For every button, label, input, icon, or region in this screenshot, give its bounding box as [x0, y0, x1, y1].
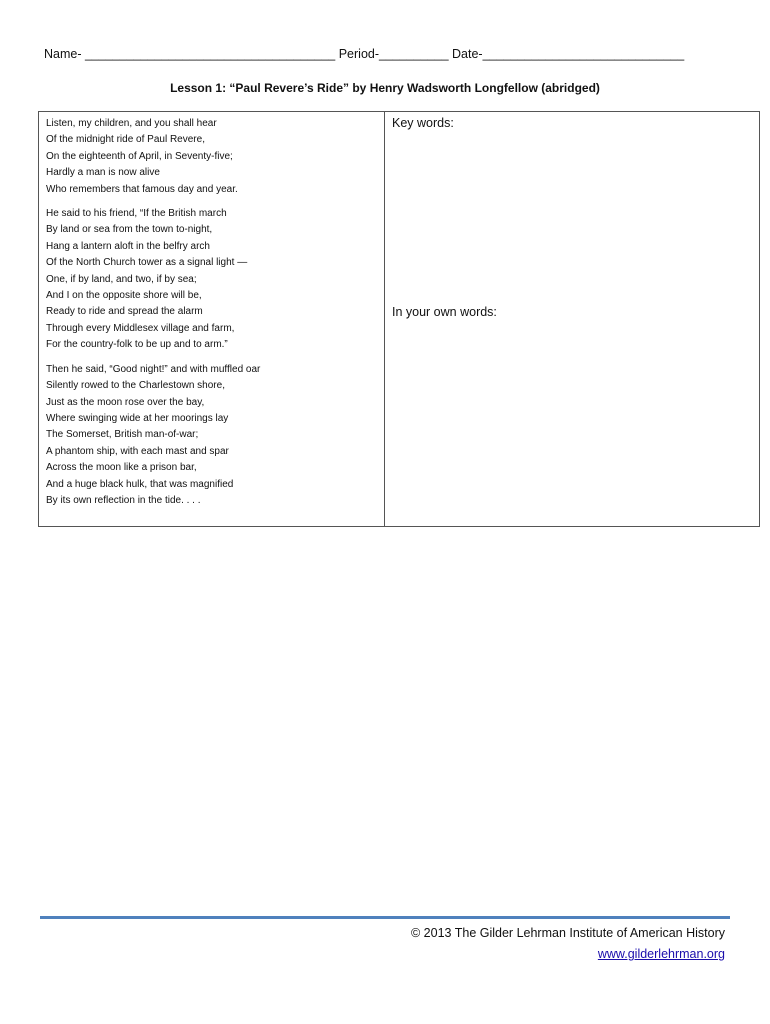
poem-line: A phantom ship, with each mast and spar	[46, 445, 229, 457]
poem-line: Then he said, “Good night!” and with muffled oar	[46, 363, 261, 375]
name-period-date-line: Name- ____________________________________ Period-__________ Date-_____________________________	[44, 47, 685, 61]
poem-line: Hang a lantern aloft in the belfry arch	[46, 240, 210, 252]
response-column[interactable]	[385, 112, 759, 526]
poem-line: On the eighteenth of April, in Seventy-five;	[46, 150, 233, 162]
poem-line: One, if by land, and two, if by sea;	[46, 273, 197, 285]
footer-divider	[40, 916, 730, 919]
stanza-3	[46, 362, 384, 510]
lesson-title: Lesson 1: “Paul Revere’s Ride” by Henry Wadsworth Longfellow (abridged)	[170, 81, 600, 95]
website-link[interactable]: www.gilderlehrman.org	[597, 947, 725, 961]
stanza-1	[46, 116, 384, 198]
poem-line: By its own reflection in the tide. . . .	[46, 494, 201, 506]
poem-line: And I on the opposite shore will be,	[46, 290, 202, 302]
poem-line: Who remembers that famous day and year.	[46, 183, 238, 195]
poem-line: Silently rowed to the Charlestown shore,	[46, 380, 225, 392]
poem-line: Of the midnight ride of Paul Revere,	[46, 134, 205, 146]
poem-line: Listen, my children, and you shall hear	[46, 118, 217, 129]
poem-worksheet-table	[38, 111, 760, 527]
poem-line: Just as the moon rose over the bay,	[46, 396, 205, 408]
poem-line: The Somerset, British man-of-war;	[46, 429, 199, 441]
stanza-2	[46, 206, 384, 354]
own-words-label: In your own words:	[392, 305, 497, 319]
poem-line: Ready to ride and spread the alarm	[46, 306, 203, 318]
poem-line: Of the North Church tower as a signal light —	[46, 257, 248, 269]
poem-line: And a huge black hulk, that was magnified	[46, 478, 234, 490]
poem-line: Across the moon like a prison bar,	[46, 462, 197, 474]
poem-line: Through every Middlesex village and farm,	[46, 322, 235, 334]
copyright-notice: © 2013 The Gilder Lehrman Institute of American History	[411, 926, 725, 940]
poem-column	[39, 112, 385, 526]
poem-line: He said to his friend, “If the British march	[46, 208, 227, 220]
key-words-label: Key words:	[392, 116, 454, 130]
poem-line: For the country-folk to be up and to arm.”	[46, 339, 228, 351]
poem-line: By land or sea from the town to-night,	[46, 224, 213, 236]
poem-line: Hardly a man is now alive	[46, 167, 160, 179]
poem-line: Where swinging wide at her moorings lay	[46, 412, 229, 424]
